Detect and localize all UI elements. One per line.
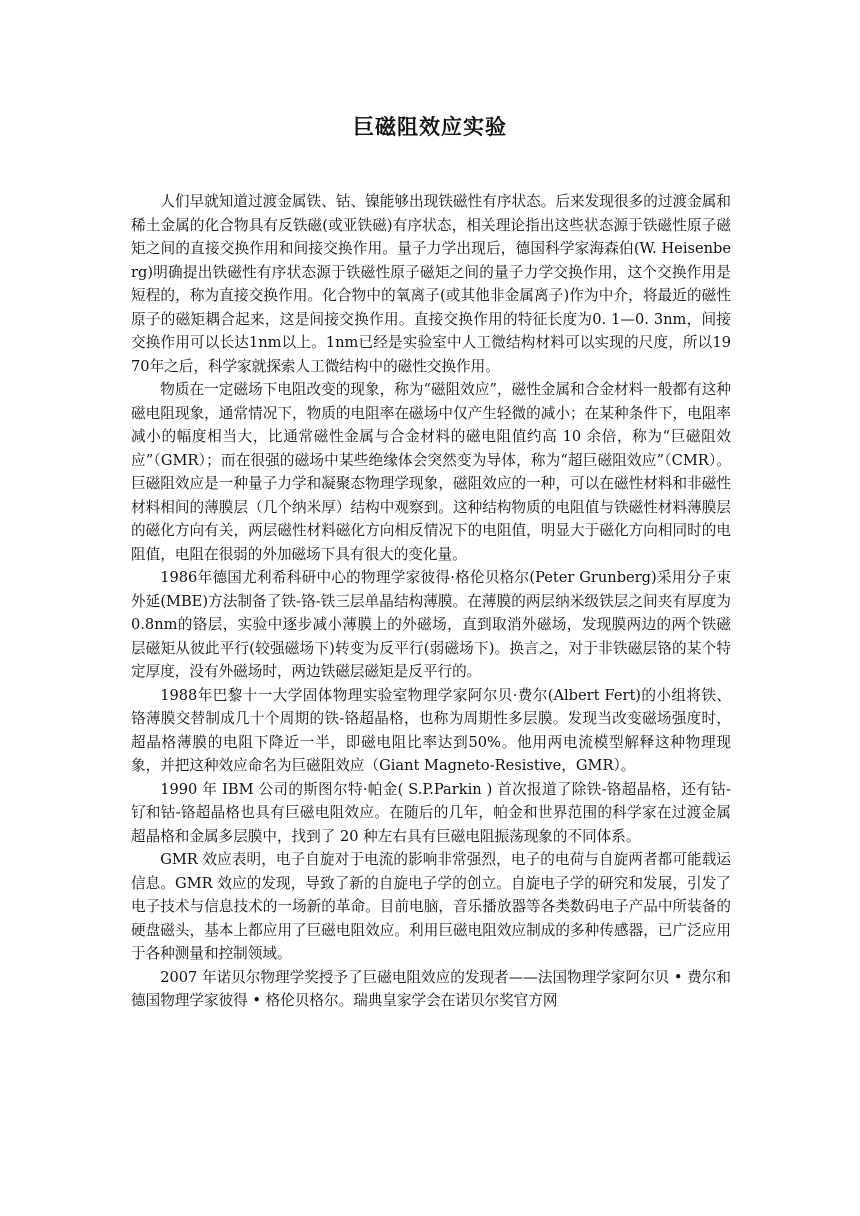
paragraph-gmr-spintronics: GMR 效应表明，电子自旋对于电流的影响非常强烈，电子的电荷与自旋两者都可能载运信息。GMR 效应的发现，导致了新的自旋电子学的创立。自旋电子学的研究和发展，引发了电子技术与信息技术的一场新的革命。目前电脑，音乐播放器等各类数码电子产品中所装备的硬盘磁头，基本上都应用了巨磁电阻效应。利用巨磁电阻效应制成的多种传感器，已广泛应用于各种测量和控制领域。 [131,851,731,962]
document-body [131,190,731,1013]
paragraph-grunberg-1986: 1986年德国尤利希科研中心的物理学家彼得·格伦贝格尔(Peter Grunberg)采用分子束外延(MBE)方法制备了铁-铬-铁三层单晶结构薄膜。在薄膜的两层纳米级铁层之间夹有厚度为0.8nm的铬层，实验中逐步减小薄膜上的外磁场，直到取消外磁场，发现膜两边的两个铁磁层磁矩从彼此平行(较强磁场下)转变为反平行(弱磁场下)。换言之，对于非铁磁层铬的某个特定厚度，没有外磁场时，两边铁磁层磁矩是反平行的。 [131,569,731,680]
paragraph-exchange-interaction: 人们早就知道过渡金属铁、钴、镍能够出现铁磁性有序状态。后来发现很多的过渡金属和稀土金属的化合物具有反铁磁(或亚铁磁)有序状态，相关理论指出这些状态源于铁磁性原子磁矩之间的直接交换作用和间接交换作用。量子力学出现后，德国科学家海森伯(W. Heisenberg)明确提出铁磁性有序状态源于铁磁性原子磁矩之间的量子力学交换作用，这个交换作用是短程的，称为直接交换作用。化合物中的氧离子(或其他非金属离子)作为中介，将最近的磁性原子的磁矩耦合起来，这是间接交换作用。直接交换作用的特征长度为0. 1—0. 3nm，间接交换作用可以长达1nm以上。1nm已经是实验室中人工微结构材料可以实现的尺度，所以1970年之后，科学家就探索人工微结构中的磁性交换作用。 [131,193,731,375]
paragraph-parkin-1990: 1990 年 IBM 公司的斯图尔特·帕金( S.P.Parkin ) 首次报道了除铁-铬超晶格，还有钴-钌和钴-铬超晶格也具有巨磁电阻效应。在随后的几年，帕金和世界范围的科学家在过渡金属超晶格和金属多层膜中，找到了 20 种左右具有巨磁电阻振荡现象的不同体系。 [131,780,731,845]
paragraph-magnetoresistance: 物质在一定磁场下电阻改变的现象，称为“磁阻效应”，磁性金属和合金材料一般都有这种磁电阻现象，通常情况下，物质的电阻率在磁场中仅产生轻微的减小；在某种条件下，电阻率减小的幅度相当大，比通常磁性金属与合金材料的磁电阻值约高 10 余倍，称为“巨磁阻效应”（GMR）；而在很强的磁场中某些绝缘体会突然变为导体，称为“超巨磁阻效应”（CMR）。巨磁阻效应是一种量子力学和凝聚态物理学现象，磁阻效应的一种，可以在磁性材料和非磁性材料相间的薄膜层（几个纳米厚）结构中观察到。这种结构物质的电阻值与铁磁性材料薄膜层的磁化方向有关，两层磁性材料磁化方向相反情况下的电阻值，明显大于磁化方向相同时的电阻值，电阻在很弱的外加磁场下具有很大的变化量。 [131,381,731,563]
paragraph-nobel-2007: 2007 年诺贝尔物理学奖授予了巨磁电阻效应的发现者——法国物理学家阿尔贝 • 费尔和德国物理学家彼得 • 格伦贝格尔。瑞典皇家学会在诺贝尔奖官方网 [131,968,731,1009]
document-title: 巨磁阻效应实验 [353,115,507,139]
paragraph-fert-1988: 1988年巴黎十一大学固体物理实验室物理学家阿尔贝·费尔(Albert Fert)的小组将铁、铬薄膜交替制成几十个周期的铁-铬超晶格，也称为周期性多层膜。发现当改变磁场强度时，超晶格薄膜的电阻下降近一半，即磁电阻比率达到50%。他用两电流模型解释这种物理现象，并把这种效应命名为巨磁阻效应（Giant Magneto-Resistive，GMR）。 [131,686,731,774]
